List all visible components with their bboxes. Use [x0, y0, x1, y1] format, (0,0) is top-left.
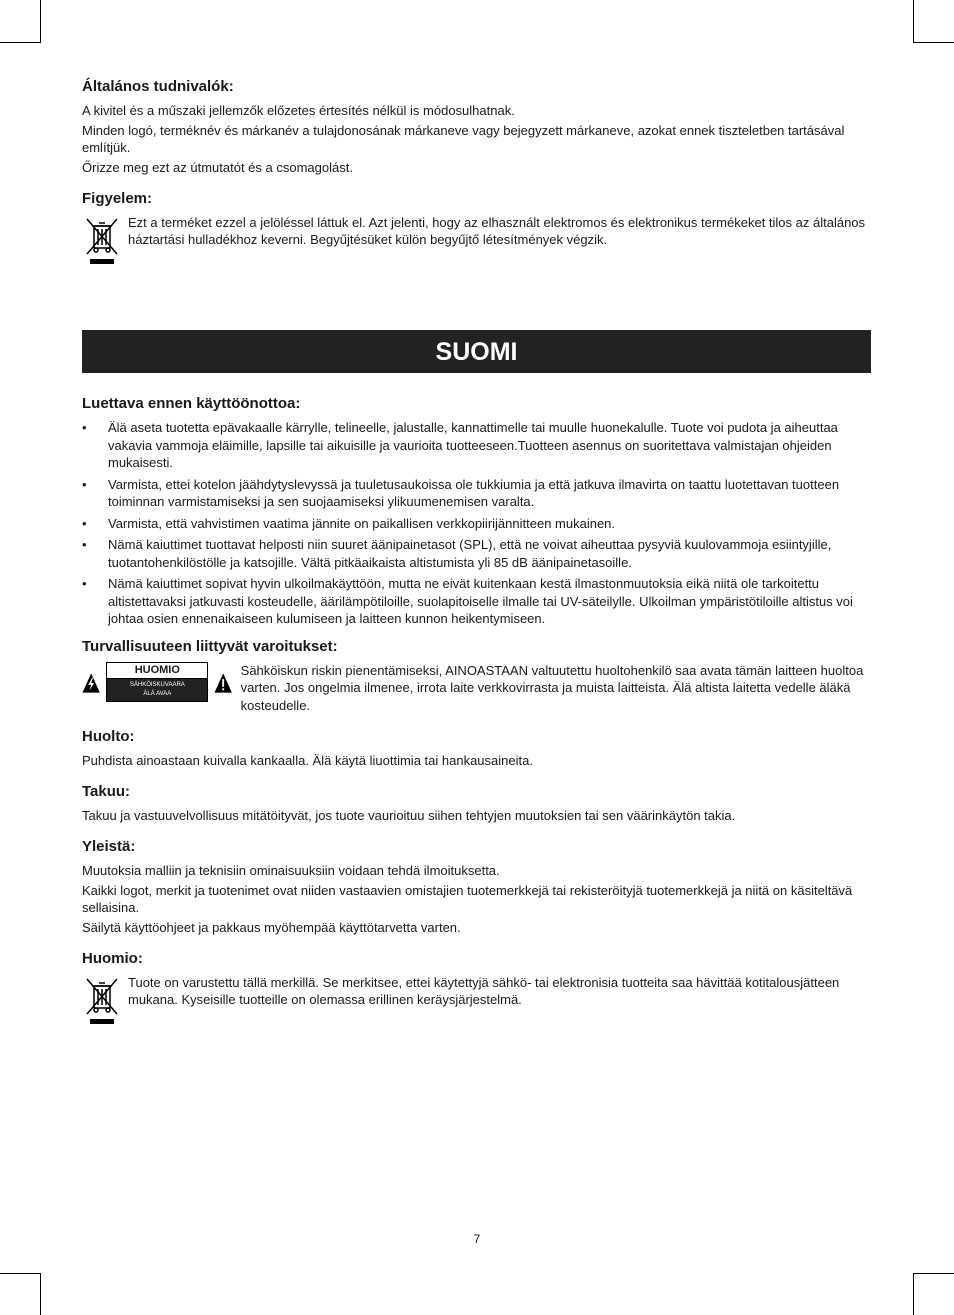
list-item: • Varmista, ettei kotelon jäähdytyslevyssä ja tuuletusaukoissa ole tukkiumia ja että jatkuva ilmavirta on taattu luotettavan tuotteen toiminnan varmistamiseksi ja sen suojaamiseksi ylikuumenemisen varalta.	[82, 476, 872, 511]
crop-mark	[913, 0, 914, 42]
section-heading: Huolto:	[82, 728, 135, 745]
finnish-section	[82, 395, 872, 1036]
section-heading: Turvallisuuteen liittyvät varoitukset:	[82, 637, 338, 655]
crop-mark	[913, 1273, 914, 1315]
caution-label-line: SÄHKÖISKUVAARA	[129, 681, 185, 688]
list-item: • Nämä kaiuttimet tuottavat helposti niin suuret äänipainetasot (SPL), että ne voivat aiheuttaa pysyviä kuulovammoja esiintyjille, tuotantohenkilöstölle ja katsojille. Vältä pitkäaikaista altistumista yli 85 dB äänipainetasoille.	[82, 536, 872, 571]
language-banner: SUOMI	[82, 330, 871, 373]
page-number: 7	[473, 1232, 481, 1246]
section-heading: Huomio:	[82, 950, 143, 967]
crop-mark	[0, 1273, 41, 1274]
safety-bullet-list	[82, 419, 872, 628]
crop-mark	[913, 1273, 954, 1274]
paragraph: Őrizze meg ezt az útmutatót és a csomagolást.	[82, 160, 353, 175]
list-item: • Älä aseta tuotetta epävakaalle kärrylle, telineelle, jalustalle, kannattimelle tai muulle huonekalulle. Tuote voi pudota ja aiheuttaa vakavia vammoja eläimille, lapsille tai aikuisille ja vaurioita tuotteeseen.Tuotteen asennus on suoritettava valmistajan ohjeiden mukaisesti.	[82, 419, 872, 472]
caution-label-body	[107, 679, 207, 701]
weee-crossed-bin-icon	[82, 214, 122, 266]
paragraph: Säilytä käyttöohjeet ja pakkaus myöhempää käyttötarvetta varten.	[82, 920, 461, 935]
paragraph: Takuu ja vastuuvelvollisuus mitätöityvät, jos tuote vaurioituu siihen tehtyjen muutoksien tai sen väärinkäytön takia.	[82, 808, 736, 823]
section-heading: Yleistä:	[82, 838, 136, 855]
exclamation-warning-icon	[214, 662, 232, 704]
section-heading: Általános tudnivalók:	[82, 78, 234, 95]
weee-crossed-bin-icon	[82, 974, 122, 1026]
paragraph: Kaikki logot, merkit ja tuotenimet ovat niiden vastaavien omistajien tuotemerkkejä tai rekisteröityjä tuotemerkkejä ja niitä on käsiteltävä sellaisina.	[82, 883, 853, 915]
safety-warnings	[82, 638, 872, 715]
warranty	[82, 783, 872, 824]
note-fi	[82, 950, 872, 1026]
warning-block	[82, 662, 872, 715]
caution-label-line: ÄLÄ AVAA	[143, 690, 172, 697]
paragraph: Puhdista ainoastaan kuivalla kankaalla. Älä käytä liuottimia tai hankausaineita.	[82, 753, 533, 768]
lightning-warning-icon	[82, 662, 100, 704]
crop-mark	[913, 42, 954, 43]
crop-mark	[40, 0, 41, 42]
general-info-hu	[82, 78, 872, 176]
list-item: • Nämä kaiuttimet sopivat hyvin ulkoilmakäyttöön, mutta ne eivät kuitenkaan kestä ilmastonmuutoksia eikä niitä ole tarkoitettu altistettavaksi jatkuvasti kosteudelle, äärilämpötiloille, suolapitoiselle ilmalle tai UV-säteilylle. Ulkoilman ympäristötiloille altistus voi johtaa osien ennenaikaiseen kulumiseen ja laitteen kunnon heikentymiseen.	[82, 575, 872, 628]
note-text: Tuote on varustettu tällä merkillä. Se merkitsee, ettei käytettyjä sähkö- tai elektronisia tuotteita saa hävittää kotitalousjätteen mukana. Kyseisille tuotteille on olemassa erillinen keräysjärjestelmä.	[128, 975, 840, 1007]
paragraph: A kivitel és a műszaki jellemzők előzetes értesítés nélkül is módosulhatnak.	[82, 103, 515, 118]
list-item: • Varmista, että vahvistimen vaatima jännite on paikallisen verkkopiirijännitteen mukainen.	[82, 515, 872, 533]
paragraph: Muutoksia malliin ja teknisiin ominaisuuksiin voidaan tehdä ilmoituksetta.	[82, 863, 500, 878]
caution-label	[106, 662, 208, 702]
crop-mark	[0, 42, 41, 43]
weee-notice	[82, 974, 872, 1026]
section-heading: Luettava ennen käyttöönottoa:	[82, 395, 301, 412]
hungarian-section	[82, 78, 872, 276]
service	[82, 728, 872, 769]
read-before-use	[82, 395, 872, 628]
attention-text: Ezt a terméket ezzel a jelöléssel láttuk el. Azt jelenti, hogy az elhasznált elektromos és elektronikus termékeket tilos az általános háztartási hulladékhoz keverni. Begyűjtésüket külön begyűjtő létesítmények végzik.	[128, 215, 866, 247]
paragraph: Minden logó, terméknév és márkanév a tulajdonosának márkaneve vagy bejegyzett márkaneve, azokat ennek tiszteletben tartásával említjük.	[82, 123, 845, 155]
caution-label-title: HUOMIO	[107, 663, 207, 679]
general-fi	[82, 838, 872, 936]
weee-notice	[82, 214, 872, 266]
safety-text: Sähköiskun riskin pienentämiseksi, AINOASTAAN valtuutettu huoltohenkilö saa avata tämän laitteen huoltoa varten. Jos ongelmia ilmenee, irrota laite verkkovirrasta ja muista laitteista. Älä altista laitetta vedelle äläkä kosteudelle.	[240, 662, 864, 713]
attention-hu	[82, 190, 872, 266]
crop-mark	[40, 1273, 41, 1315]
section-heading: Takuu:	[82, 783, 131, 800]
section-heading: Figyelem:	[82, 190, 153, 207]
